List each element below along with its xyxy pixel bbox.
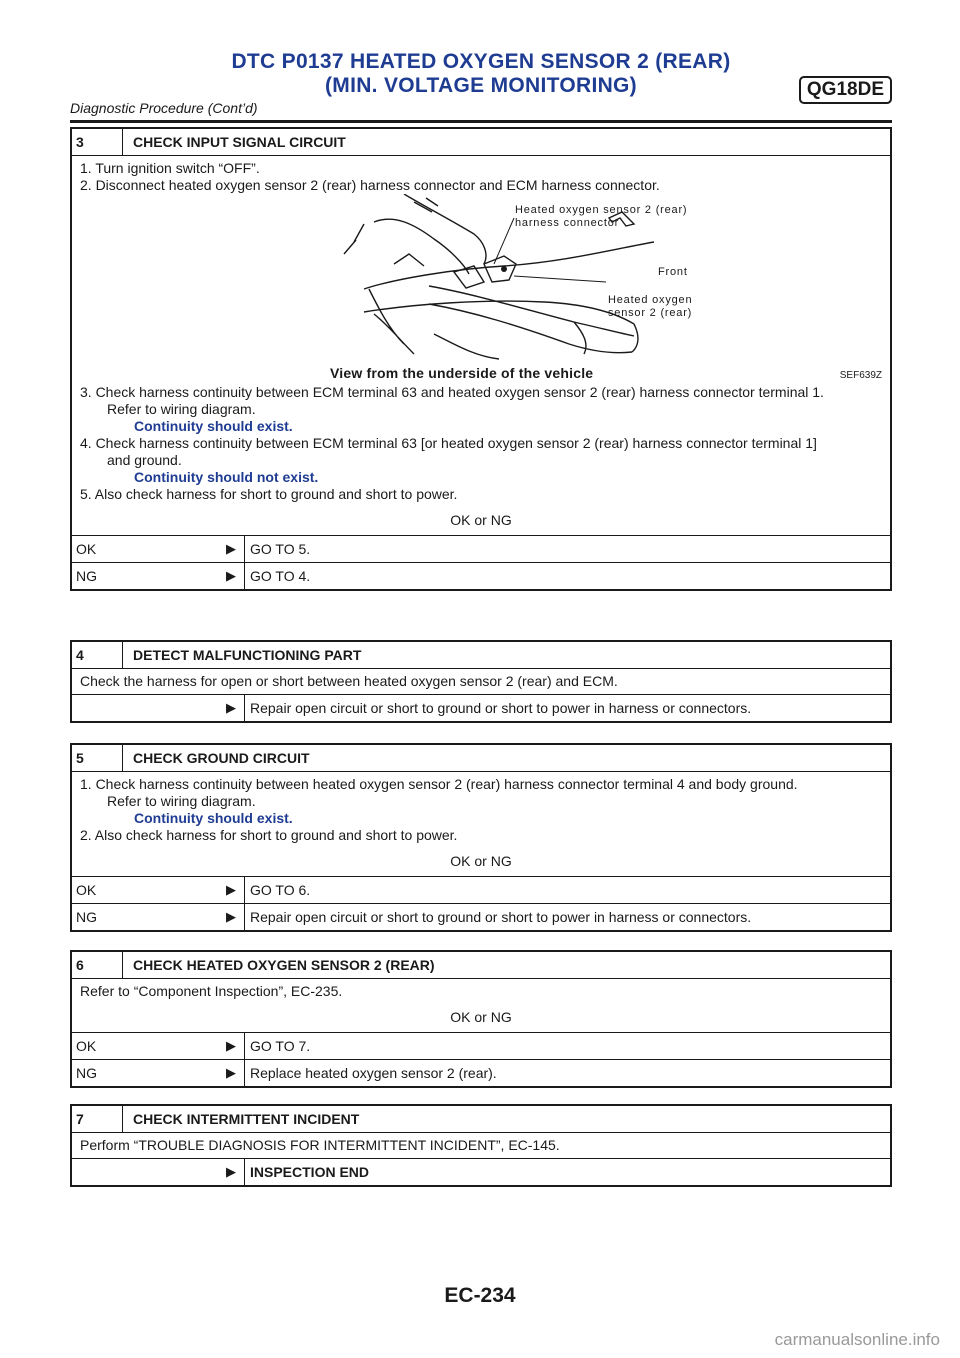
- figure-code: SEF639Z: [839, 370, 882, 381]
- result-action: GO TO 7.: [244, 1033, 310, 1059]
- expected-result: Continuity should exist.: [134, 810, 293, 826]
- result-row-ok: [72, 535, 890, 562]
- figure-label-line: Heated oxygen: [608, 294, 693, 306]
- result-label: NG: [76, 909, 97, 925]
- step-title: CHECK INPUT SIGNAL CIRCUIT: [133, 134, 346, 150]
- instruction-line: Perform “TROUBLE DIAGNOSIS FOR INTERMITTENT INCIDENT”, EC-145.: [80, 1137, 560, 1153]
- step-number: 6: [72, 952, 123, 978]
- instruction-line: 5. Also check harness for short to ground and short to power.: [80, 486, 458, 502]
- page-title-line2: (MIN. VOLTAGE MONITORING): [325, 74, 637, 97]
- step-6-box: [70, 950, 892, 1088]
- result-label: OK: [76, 1038, 97, 1054]
- step-4-box: [70, 640, 892, 723]
- step-5-body: [72, 772, 890, 876]
- connector-figure: [80, 194, 882, 384]
- result-row-ok: [72, 876, 890, 903]
- result-action: Repair open circuit or short to ground or short to power in harness or connectors.: [244, 695, 751, 721]
- result-action: Repair open circuit or short to ground or short to power in harness or connectors.: [244, 904, 751, 930]
- figure-label-line: Heated oxygen sensor 2 (rear): [515, 204, 688, 216]
- header-divider: [70, 120, 892, 123]
- instruction-line: and ground.: [107, 452, 182, 468]
- arrow-icon: ▶: [226, 1164, 236, 1179]
- step-number: 5: [72, 745, 123, 771]
- arrow-icon: ▶: [226, 909, 236, 924]
- figure-label-sensor: [608, 294, 692, 320]
- arrow-icon: ▶: [226, 568, 236, 583]
- step-number: 4: [72, 642, 123, 668]
- figure-label-connector: [515, 204, 687, 230]
- figure-label-front: Front: [658, 266, 688, 278]
- instruction-line: 1. Check harness continuity between heated oxygen sensor 2 (rear) harness connector terminal 4 and body ground.: [80, 776, 798, 792]
- result-action: GO TO 6.: [244, 877, 310, 903]
- sensor-point: [501, 266, 507, 272]
- step-3-box: [70, 127, 892, 591]
- step-4-body: [72, 669, 890, 694]
- figure-caption: View from the underside of the vehicle: [330, 365, 594, 381]
- figure-label-line: sensor 2 (rear): [608, 307, 693, 319]
- step-title: CHECK INTERMITTENT INCIDENT: [133, 1111, 360, 1127]
- expected-result: Continuity should not exist.: [134, 469, 319, 485]
- result-action: GO TO 4.: [244, 563, 310, 589]
- result-row-ok: [72, 1032, 890, 1059]
- arrow-icon: ▶: [226, 882, 236, 897]
- step-3-header: [72, 129, 890, 156]
- step-4-header: [72, 642, 890, 669]
- step-title: DETECT MALFUNCTIONING PART: [133, 647, 362, 663]
- step-5-header: [72, 745, 890, 772]
- step-7-body: [72, 1133, 890, 1158]
- result-label: NG: [76, 1065, 97, 1081]
- arrow-icon: ▶: [226, 1065, 236, 1080]
- instruction-line: Refer to “Component Inspection”, EC-235.: [80, 983, 343, 999]
- result-row-ng: [72, 562, 890, 589]
- expected-result: Continuity should exist.: [134, 418, 293, 434]
- step-5-box: [70, 743, 892, 932]
- result-row: [72, 694, 890, 721]
- result-label: NG: [76, 568, 97, 584]
- arrow-icon: ▶: [226, 1038, 236, 1053]
- ok-or-ng-label: OK or NG: [450, 1009, 512, 1025]
- result-action: Replace heated oxygen sensor 2 (rear).: [244, 1060, 497, 1086]
- ok-or-ng-label: OK or NG: [450, 853, 512, 869]
- ok-or-ng-label: OK or NG: [450, 512, 512, 528]
- result-row-ng: [72, 1059, 890, 1086]
- arrow-icon: ▶: [226, 541, 236, 556]
- instruction-line: 1. Turn ignition switch “OFF”.: [80, 160, 260, 176]
- page-header: [70, 48, 892, 120]
- result-action: INSPECTION END: [244, 1159, 369, 1185]
- step-3-body: [72, 156, 890, 535]
- instruction-line: Check the harness for open or short between heated oxygen sensor 2 (rear) and ECM.: [80, 673, 618, 689]
- instruction-line: 3. Check harness continuity between ECM terminal 63 and heated oxygen sensor 2 (rear) harness connector terminal 1.: [80, 384, 824, 400]
- instruction-line: 2. Disconnect heated oxygen sensor 2 (rear) harness connector and ECM harness connector.: [80, 177, 660, 193]
- model-badge: QG18DE: [799, 76, 892, 104]
- step-title: CHECK HEATED OXYGEN SENSOR 2 (REAR): [133, 957, 435, 973]
- page-subtitle: Diagnostic Procedure (Cont’d): [70, 100, 258, 116]
- figure-label-line: harness connector: [515, 217, 620, 229]
- step-title: CHECK GROUND CIRCUIT: [133, 750, 310, 766]
- watermark: carmanualsonline.info: [774, 1330, 940, 1349]
- instruction-line: 2. Also check harness for short to ground and short to power.: [80, 827, 458, 843]
- instruction-line: Refer to wiring diagram.: [107, 793, 256, 809]
- result-label: OK: [76, 882, 97, 898]
- page-title-line1: DTC P0137 HEATED OXYGEN SENSOR 2 (REAR): [231, 50, 731, 73]
- arrow-icon: ▶: [226, 700, 236, 715]
- result-row: [72, 1158, 890, 1185]
- step-number: 3: [72, 129, 123, 155]
- step-6-header: [72, 952, 890, 979]
- result-label: OK: [76, 541, 97, 557]
- instruction-line: 4. Check harness continuity between ECM terminal 63 [or heated oxygen sensor 2 (rear) harness connector terminal 1]: [80, 435, 817, 451]
- step-number: 7: [72, 1106, 123, 1132]
- result-action: GO TO 5.: [244, 536, 310, 562]
- instruction-line: Refer to wiring diagram.: [107, 401, 256, 417]
- step-7-box: [70, 1104, 892, 1187]
- step-7-header: [72, 1106, 890, 1133]
- result-row-ng: [72, 903, 890, 930]
- step-6-body: [72, 979, 890, 1032]
- page-number: EC-234: [444, 1284, 516, 1307]
